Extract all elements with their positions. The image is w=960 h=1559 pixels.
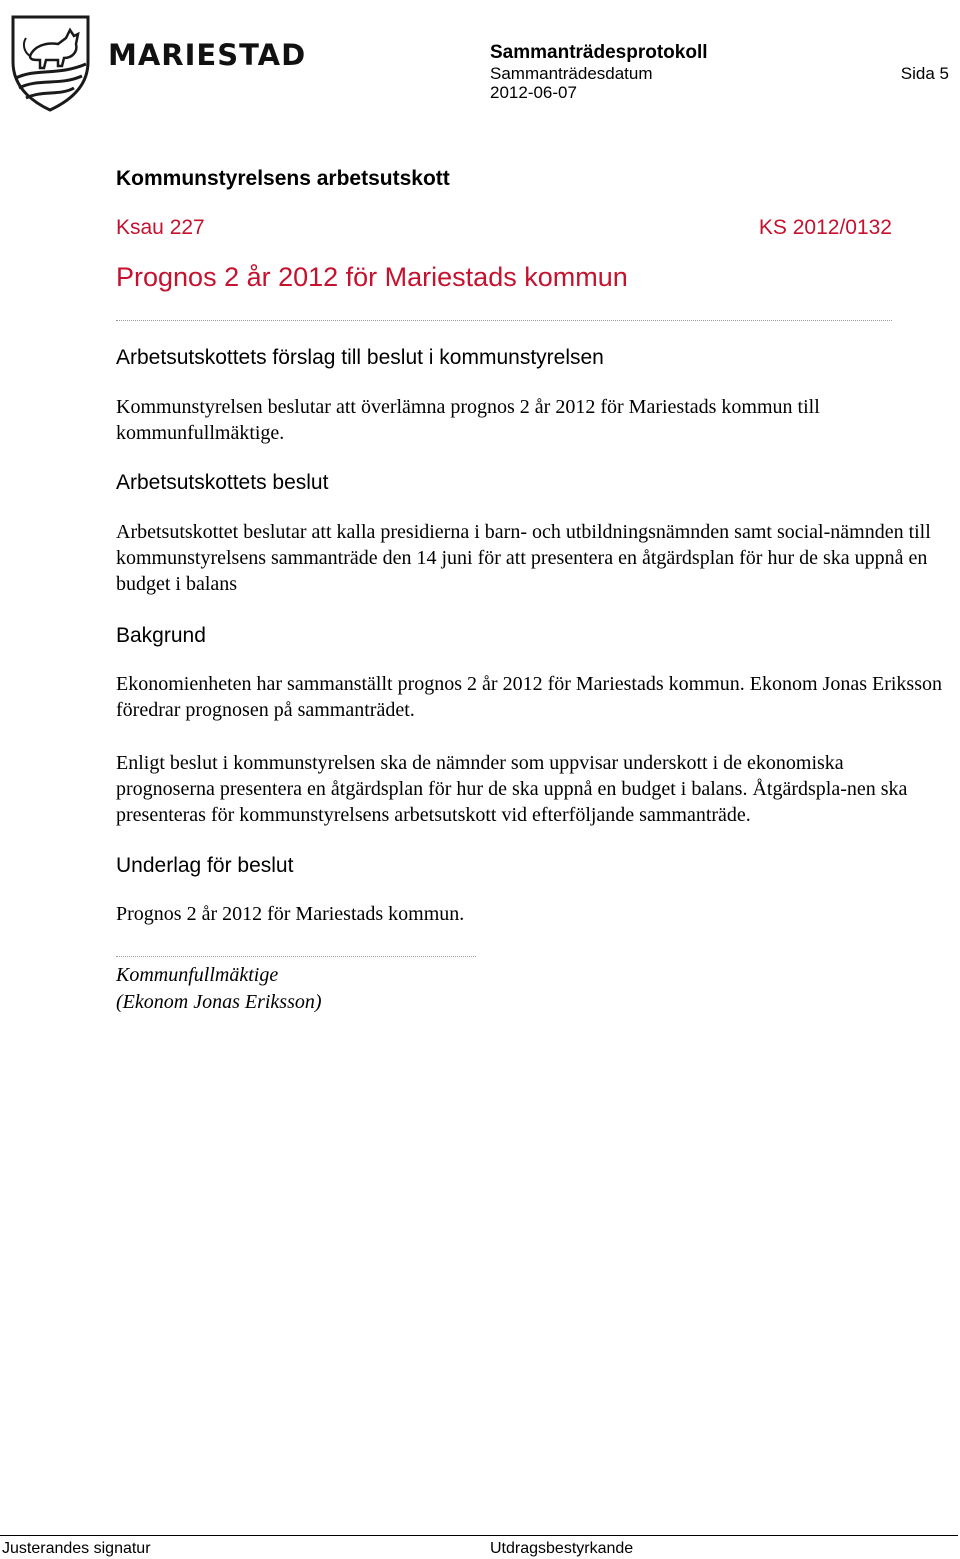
distribution-list xyxy=(116,962,322,1016)
divider xyxy=(116,320,892,321)
footer-divider xyxy=(0,1535,958,1536)
mariestad-coat-of-arms-icon xyxy=(8,12,98,112)
section-paragraph: Arbetsutskottet beslutar att kalla presidierna i barn- och utbildningsnämnden samt social-nämnden till kommunstyrelsens sammanträde den 14 juni för att presentera en åtgärdsplan för hur de ska uppnå en budget i balans xyxy=(116,521,931,595)
page-title: Prognos 2 år 2012 för Mariestads kommun xyxy=(116,262,628,292)
section-heading-decision: Arbetsutskottets beslut xyxy=(116,471,329,494)
section-heading-basis: Underlag för beslut xyxy=(116,854,294,877)
section-heading-background: Bakgrund xyxy=(116,624,206,647)
section-paragraph: Kommunstyrelsen beslutar att överlämna prognos 2 år 2012 för Mariestads kommun till kommunfullmäktige. xyxy=(116,396,820,444)
page-number: Sida 5 xyxy=(900,64,949,83)
meeting-date-label: Sammanträdesdatum xyxy=(490,64,653,83)
section-paragraph: Enligt beslut i kommunstyrelsen ska de nämnder som uppvisar underskott i de ekonomiska prognoserna presentera en åtgärdsplan för hur de ska uppnå en budget i balans. Åtgärdspla-nen ska presenteras för kommunstyrelsens arbetsutskott vid efterföljande sammanträde. xyxy=(116,752,908,826)
footer-certification-label: Utdragsbestyrkande xyxy=(490,1540,634,1557)
case-reference: KS 2012/0132 xyxy=(758,216,892,239)
logo-text: MARIESTAD xyxy=(108,38,307,72)
meeting-date-value: 2012-06-07 xyxy=(490,83,577,102)
distribution-item: (Ekonom Jonas Eriksson) xyxy=(116,991,322,1013)
footer-signature-label: Justerandes signatur xyxy=(2,1540,151,1557)
section-paragraph: Prognos 2 år 2012 för Mariestads kommun. xyxy=(116,903,465,925)
document-type: Sammanträdesprotokoll xyxy=(490,42,708,63)
section-paragraph: Ekonomienheten har sammanställt prognos 2 år 2012 för Mariestads kommun. Ekonom Jonas Eriksson föredrar prognosen på sammanträdet. xyxy=(116,673,942,721)
paragraph-number: Ksau 227 xyxy=(116,216,205,239)
committee-name: Kommunstyrelsens arbetsutskott xyxy=(116,167,450,190)
section-heading-proposal: Arbetsutskottets förslag till beslut i kommunstyrelsen xyxy=(116,346,604,369)
distribution-item: Kommunfullmäktige xyxy=(116,964,279,986)
divider xyxy=(116,956,476,957)
